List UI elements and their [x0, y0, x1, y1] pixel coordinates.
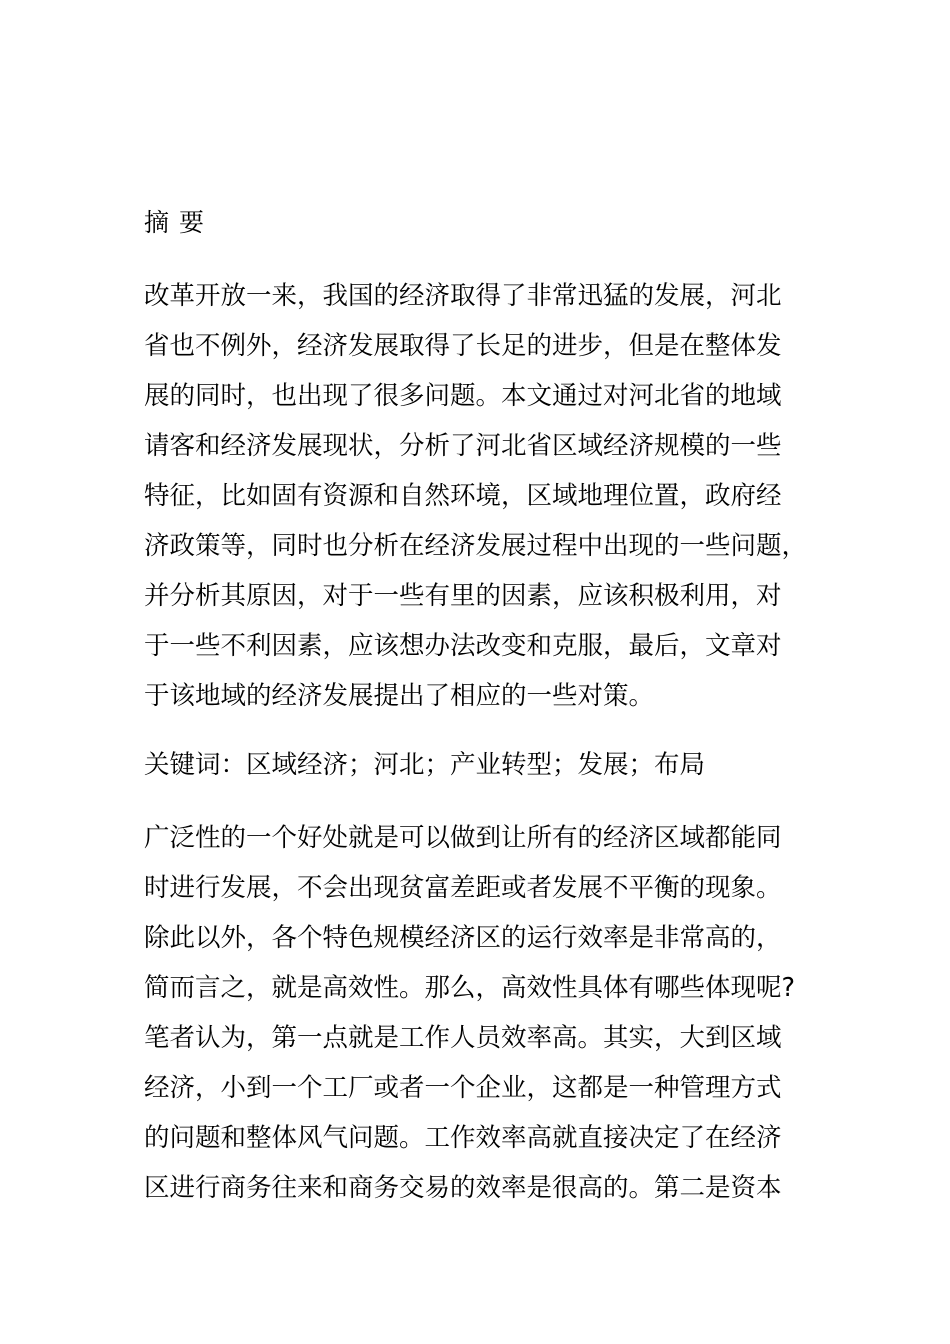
abstract-heading: 摘 要: [144, 208, 205, 237]
abstract-line: 于一些不利因素，应该想办法改变和克服，最后，文章对: [144, 631, 782, 661]
keywords-text: 关键词：区域经济；河北；产业转型；发展；布局: [144, 750, 706, 780]
abstract-line: 并分析其原因，对于一些有里的因素，应该积极利用，对: [144, 581, 782, 611]
keywords-line: [144, 740, 804, 790]
body-line: 广泛性的一个好处就是可以做到让所有的经济区域都能同: [144, 823, 782, 853]
body-line: 经济，小到一个工厂或者一个企业，这都是一种管理方式: [144, 1073, 782, 1103]
abstract-line: 特征，比如固有资源和自然环境，区域地理位置，政府经: [144, 481, 782, 511]
abstract-line: 于该地域的经济发展提出了相应的一些对策。: [144, 681, 655, 711]
body-line: 笔者认为，第一点就是工作人员效率高。其实，大到区域: [144, 1023, 782, 1053]
abstract-line: 济政策等，同时也分析在经济发展过程中出现的一些问题，: [144, 531, 808, 561]
abstract-line: 省也不例外，经济发展取得了长足的进步，但是在整体发: [144, 331, 782, 361]
abstract-line: 请客和经济发展现状，分析了河北省区域经济规模的一些: [144, 431, 782, 461]
body-line: 的问题和整体风气问题。工作效率高就直接决定了在经济: [144, 1123, 782, 1153]
abstract-line: 改革开放一来，我国的经济取得了非常迅猛的发展，河北: [144, 281, 782, 311]
body-line: 简而言之，就是高效性。那么，高效性具体有哪些体现呢?: [144, 973, 796, 1003]
body-paragraph: [144, 813, 804, 1213]
abstract-paragraph: [144, 271, 808, 721]
body-line: 除此以外，各个特色规模经济区的运行效率是非常高的，: [144, 923, 782, 953]
body-line: 时进行发展，不会出现贫富差距或者发展不平衡的现象。: [144, 873, 782, 903]
abstract-line: 展的同时，也出现了很多问题。本文通过对河北省的地域: [144, 381, 782, 411]
body-line: 区进行商务往来和商务交易的效率是很高的。第二是资本: [144, 1173, 782, 1203]
